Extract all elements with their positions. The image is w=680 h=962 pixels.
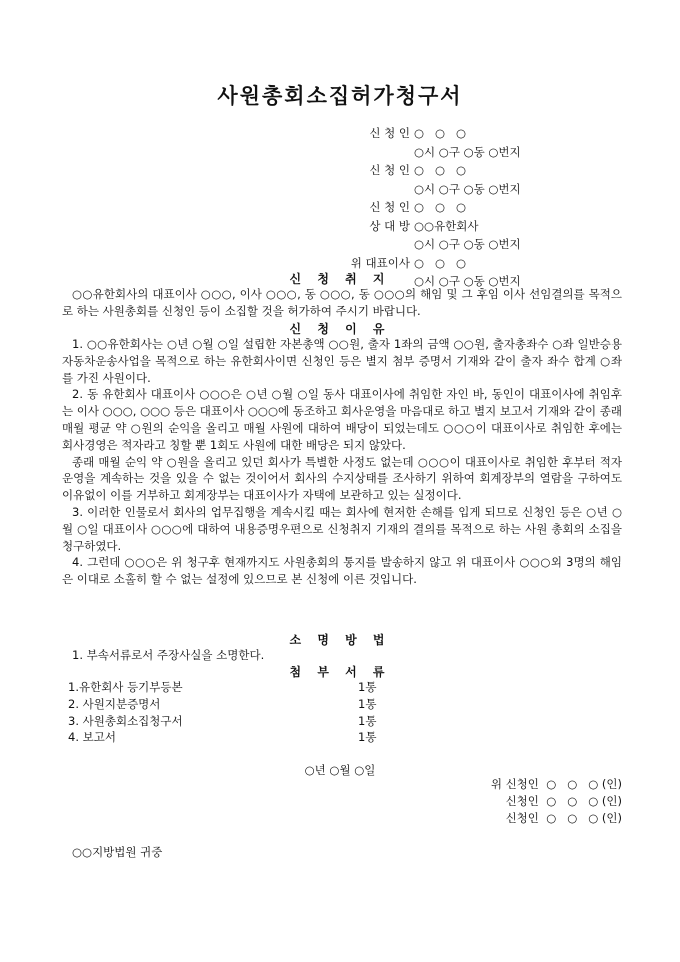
reason-paragraph: 종래 매월 순익 약 ○원을 올리고 있던 회사가 특별한 사정도 없는데 ○○○이 대표이사로 취임한 후부터 적자운영을 계속하는 것을 있을 수 없는 것이어서 회사의 수지상태를 조사하기 위하여 회계장부의 열람을 구하여도 이유없이 이를 거부하고 회계장부는 대표이사가 자택에 보관하고 있는 실정이다. xyxy=(62,454,622,503)
party-line xyxy=(300,198,600,217)
purpose-text: ○○유한회사의 대표이사 ○○○, 이사 ○○○, 동 ○○○, 동 ○○○의 해임 및 그 후임 이사 선임결의를 목적으로 하는 사원총회를 신청인 등이 소집할 것을 허가하여 주시기 바랍니다. xyxy=(62,287,622,318)
filing-date: ○년 ○월 ○일 xyxy=(304,763,376,777)
party-line xyxy=(300,217,600,236)
party-value: ○○유한회사 xyxy=(414,218,479,233)
attachment-qty: 1통 xyxy=(358,713,377,728)
reasons-text-block xyxy=(62,336,622,588)
attachment-name: 2. 사원지분증명서 xyxy=(68,696,161,711)
signature-line: 신청인 ○ ○ ○ (인) xyxy=(505,794,622,808)
proof-text: 1. 부속서류로서 주장사실을 소명한다. xyxy=(72,648,265,662)
purpose-text-block xyxy=(62,286,622,320)
party-line xyxy=(300,143,600,162)
party-value: ○ ○ ○ xyxy=(414,163,467,177)
reason-paragraph: 3. 이러한 인물로서 회사의 업무집행을 계속시킬 때는 회사에 현저한 손해를 입게 되므로 신청인 등은 ○년 ○월 ○일 대표이사 ○○○에 대하여 내용증명우편으로 신청취지 기재의 결의를 목적으로 하는 사원 총회의 소집을 청구하였다. xyxy=(62,504,622,553)
purpose-heading: 신 청 취 지 xyxy=(289,272,391,286)
attachment-name: 3. 사원총회소집청구서 xyxy=(68,713,183,728)
proof-text-block xyxy=(62,647,622,664)
attachment-name: 4. 보고서 xyxy=(68,730,116,745)
reason-paragraph: 4. 그런데 ○○○은 위 청구후 현재까지도 사원총회의 통지를 발송하지 않고 위 대표이사 ○○○외 3명의 해임은 이대로 소홀히 할 수 없는 설정에 있으므로 본 신청에 이른 것입니다. xyxy=(62,555,622,587)
attachments-heading: 첨 부 서 류 xyxy=(289,665,391,679)
attachment-item xyxy=(68,696,398,713)
party-label xyxy=(300,143,414,162)
attachment-qty: 1통 xyxy=(358,696,377,711)
attachment-item xyxy=(68,679,398,696)
proof-heading: 소 명 방 법 xyxy=(289,633,391,647)
signature-line: 신청인 ○ ○ ○ (인) xyxy=(505,811,622,825)
party-value: ○시 ○구 ○동 ○번지 xyxy=(414,181,521,196)
party-label: 신 청 인 xyxy=(369,126,410,140)
attachment-qty: 1통 xyxy=(358,730,377,745)
document-title: 사원총회소집허가청구서 xyxy=(217,83,463,108)
party-value: ○시 ○구 ○동 ○번지 xyxy=(414,274,521,288)
party-value: ○ ○ ○ xyxy=(414,255,467,270)
party-value: ○ ○ ○ xyxy=(414,200,467,214)
party-label: 신 청 인 xyxy=(369,200,410,214)
party-line xyxy=(300,180,600,199)
party-label xyxy=(300,235,414,254)
party-value: ○시 ○구 ○동 ○번지 xyxy=(414,144,521,159)
party-line xyxy=(300,235,600,254)
parties-block xyxy=(300,124,600,291)
party-line xyxy=(300,124,600,143)
attachments-list xyxy=(68,679,398,746)
attachment-qty: 1통 xyxy=(358,680,377,694)
court-addressee: ○○지방법원 귀중 xyxy=(72,845,163,859)
attachment-item xyxy=(68,713,398,730)
reason-paragraph: 1. ○○유한회사는 ○년 ○월 ○일 설립한 자본총액 ○○원, 출자 1좌의 금액 ○○원, 출자총좌수 ○좌 일반승용자동차운송사업을 목적으로 하는 유한회사이면 신청인 등은 별지 첨부 증명서 기재와 같이 출자 좌수 합계 ○좌를 가진 사원이다. xyxy=(62,337,622,385)
signature-block xyxy=(400,776,622,827)
party-label: 위 대표이사 xyxy=(350,255,410,270)
party-label: 신 청 인 xyxy=(369,163,410,177)
party-label: 상 대 방 xyxy=(369,218,410,233)
reason-paragraph: 2. 동 유한회사 대표이사 ○○○은 ○년 ○월 ○일 동사 대표이사에 취임한 자인 바, 동인이 대표이사에 취임후는 이사 ○○○, ○○○ 등은 대표이사 ○○○에 동조하고 회사운영을 마음대로 하고 별지 보고서 기재와 같이 종래 매월 평균 약 ○원의 순익을 올리고 매월 사원에 대하여 배당이 되었는데도 ○○○이 대표이사로 취임한 후에는 회사경영은 적자라고 칭할 뿐 1회도 사원에 대한 배당은 되지 않았다. xyxy=(62,387,622,452)
party-value: ○ ○ ○ xyxy=(414,126,467,140)
party-line xyxy=(300,161,600,180)
reasons-heading: 신 청 이 유 xyxy=(289,322,391,336)
party-label xyxy=(300,180,414,199)
party-value: ○시 ○구 ○동 ○번지 xyxy=(414,237,521,251)
attachment-item xyxy=(68,729,398,746)
signature-line: 위 신청인 ○ ○ ○ (인) xyxy=(490,777,622,791)
attachment-name: 1.유한회사 등기부등본 xyxy=(68,680,183,694)
